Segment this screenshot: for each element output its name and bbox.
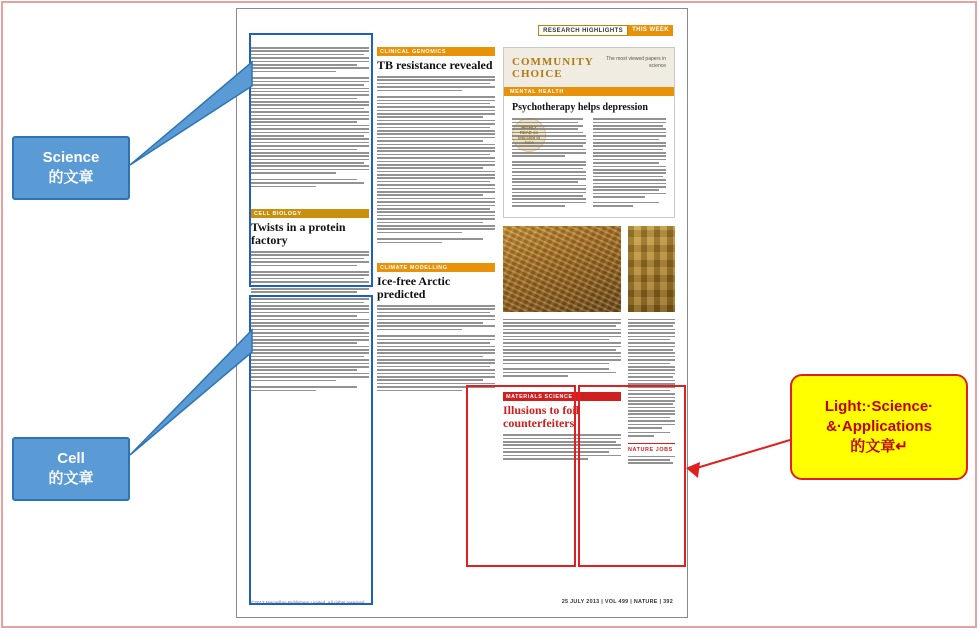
article-twists-reference	[251, 386, 369, 391]
article-arctic-reference	[503, 368, 621, 376]
article-arctic-p1	[377, 305, 495, 330]
community-choice-col-right	[593, 118, 667, 208]
running-header-label: RESEARCH HIGHLIGHTS	[538, 25, 628, 36]
lower-columns	[503, 319, 675, 466]
callout-cell-line1: Cell	[57, 449, 85, 467]
callout-cell	[12, 437, 130, 501]
figure-weave	[503, 226, 621, 312]
callout-light-line3: 的文章↵	[850, 438, 908, 456]
article-twists-p1	[251, 251, 369, 266]
article-light-reference	[628, 432, 675, 437]
community-choice-region	[503, 47, 675, 466]
running-header	[538, 25, 673, 36]
article-kicker-cell-biology: CELL BIOLOGY	[251, 209, 369, 218]
community-choice-title: COMMUNITY CHOICE	[512, 56, 594, 81]
article-illusions-body	[503, 434, 621, 459]
callout-science-line2: 的文章	[48, 169, 94, 186]
article-ice-free-arctic-predicted	[377, 263, 495, 391]
community-choice-p3	[593, 118, 667, 198]
callout-science-line1: Science	[42, 148, 100, 166]
article-tb-resistance-revealed	[377, 47, 495, 243]
article-title-tb-resistance-revealed: TB resistance revealed	[377, 58, 493, 72]
article-kicker-materials-science: MATERIALS SCIENCE	[503, 392, 621, 401]
community-choice-headline: Psychotherapy helps depression	[512, 102, 648, 114]
figure-letters	[628, 226, 675, 312]
article-title-illusions-to-foil-counterfeiters: Illusions to foil counterfeiters	[503, 403, 580, 431]
page-footer-citation: 25 JULY 2013 | VOL 499 | NATURE | 392	[561, 599, 673, 605]
callout-light-line1: Light:·Science·	[824, 397, 934, 415]
article-illusions-to-foil-counterfeiters	[503, 392, 621, 459]
callout-light-science-applications	[790, 374, 968, 480]
community-choice-body	[504, 96, 674, 216]
callout-light-line2: &·Applications	[826, 417, 932, 435]
community-choice-subtitle: The most viewed papers in science	[606, 56, 666, 69]
article-col1-top	[251, 47, 369, 187]
journal-page	[236, 8, 688, 618]
article-arctic-p3	[503, 319, 621, 365]
article-arctic-p2	[377, 335, 495, 391]
article-title-ice-free-arctic-predicted: Ice-free Arctic predicted	[377, 274, 451, 302]
article-title-twists-in-a-protein-factory: Twists in a protein factory	[251, 220, 346, 247]
article-col1-top-lead	[251, 47, 369, 72]
community-choice-p2	[512, 161, 586, 207]
community-choice-category: MENTAL HEALTH	[504, 87, 674, 96]
column-4-lower	[628, 319, 675, 466]
column-2	[377, 47, 495, 396]
callout-science	[12, 136, 130, 200]
article-kicker-clinical-genomics: CLINICAL GENOMICS	[377, 47, 495, 56]
community-choice-box	[503, 47, 675, 218]
community-choice-p1	[512, 118, 586, 157]
column-3-lower	[503, 319, 621, 466]
article-tb-reference	[377, 238, 495, 243]
running-header-this-week: THIS WEEK	[628, 25, 673, 36]
column-1	[251, 47, 369, 393]
figures-row	[503, 226, 675, 312]
callout-cell-line2: 的文章	[48, 470, 94, 487]
article-twists-in-a-protein-factory	[251, 209, 369, 391]
article-twists-p2	[251, 271, 369, 381]
community-choice-header	[504, 48, 674, 87]
article-col1-top-credit	[251, 77, 369, 174]
article-tb-p2	[377, 96, 495, 233]
page-footer-copyright: ©2012 Macmillan Publishers Limited. All rights reserved	[251, 600, 365, 605]
nature-jobs-title: NATURE JOBS	[628, 446, 673, 453]
article-col1-top-reference	[251, 179, 369, 187]
nature-jobs-promo	[628, 443, 675, 464]
article-kicker-climate-modelling: CLIMATE MODELLING	[377, 263, 495, 272]
article-light-body	[628, 319, 675, 429]
article-tb-p1	[377, 76, 495, 91]
community-choice-reference	[593, 202, 667, 207]
community-choice-col-left	[512, 118, 586, 208]
